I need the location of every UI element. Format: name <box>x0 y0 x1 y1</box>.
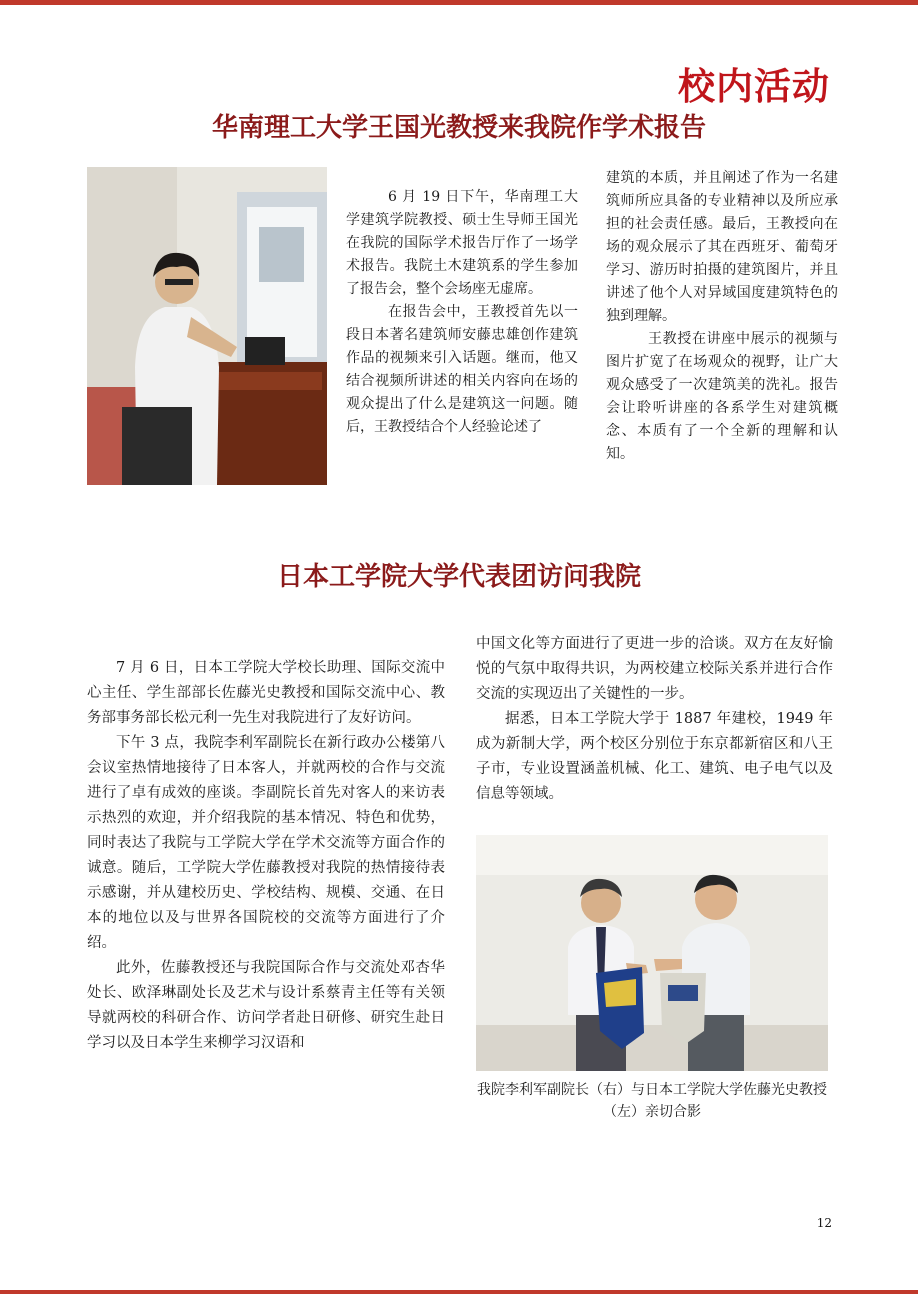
paragraph: 建筑的本质，并且阐述了作为一名建筑师所应具备的专业精神以及所应承担的社会责任感。最后，王教授向在场的观众展示了其在西班牙、葡萄牙学习、游历时拍摄的建筑图片，并且讲述了他个人对异域国度建筑特色的独到理解。 <box>606 170 838 324</box>
paragraph: 据悉，日本工学院大学于 1887 年建校，1949 年成为新制大学，两个校区分别位于东京都新宿区和八王子市，专业设置涵盖机械、化工、建筑、电子电气以及信息等领域。 <box>476 711 833 802</box>
paragraph: 中国文化等方面进行了更进一步的洽谈。双方在友好愉悦的气氛中取得共识，为两校建立校际关系并进行合作交流的实现迈出了关键性的一步。 <box>476 636 833 702</box>
lecture-photo <box>87 167 327 485</box>
paragraph: 在报告会中，王教授首先以一段日本著名建筑师安藤忠雄创作建筑作品的视频来引入话题。继而，他又结合视频所讲述的相关内容向在场的观众提出了什么是建筑这一问题。随后，王教授结合个人经验论述了 <box>346 304 578 435</box>
handshake-photo <box>476 835 828 1071</box>
paragraph: 下午 3 点，我院李利军副院长在新行政办公楼第八会议室热情地接待了日本客人，并就两校的合作与交流进行了卓有成效的座谈。李副院长首先对客人的来访表示热烈的欢迎，并介绍我院的基本情况、特色和优势，同时表达了我院与工学院大学在学术交流等方面合作的诚意。随后，工学院大学佐藤教授对我院的热情接待表示感谢，并从建校历史、学校结构、规模、交通、在日本的地位以及与世界各国院校的交流等方面进行了介绍。 <box>87 735 445 951</box>
paragraph: 7 月 6 日，日本工学院大学校长助理、国际交流中心主任、学生部部长佐藤光史教授和国际交流中心、教务部事务部长松元利一先生对我院进行了友好访问。 <box>87 660 445 726</box>
bottom-rule <box>0 1290 918 1294</box>
article1-column-1 <box>346 186 578 439</box>
article1-title: 华南理工大学王国光教授来我院作学术报告 <box>211 113 706 143</box>
photo-caption: 我院李利军副院长（右）与日本工学院大学佐藤光史教授（左）亲切合影 <box>477 1082 827 1120</box>
article2-column-1 <box>87 656 445 1056</box>
top-rule <box>0 0 918 5</box>
page-number: 12 <box>816 1216 832 1230</box>
paragraph: 6 月 19 日下午，华南理工大学建筑学院教授、硕士生导师王国光在我院的国际学术报告厅作了一场学术报告。我院土木建筑系的学生参加了报告会，整个会场座无虚席。 <box>346 189 578 297</box>
article2-title: 日本工学院大学代表团访问我院 <box>276 562 641 592</box>
article1-column-2 <box>606 167 838 466</box>
section-title: 校内活动 <box>678 64 830 108</box>
paragraph: 此外，佐藤教授还与我院国际合作与交流处邓杏华处长、欧泽琳副处长及艺术与设计系蔡青主任等有关领导就两校的科研合作、访问学者赴日研修、研究生赴日学习以及日本学生来柳学习汉语和 <box>87 960 445 1051</box>
paragraph: 王教授在讲座中展示的视频与图片扩宽了在场观众的视野，让广大观众感受了一次建筑美的洗礼。报告会让聆听讲座的各系学生对建筑概念、本质有了一个全新的理解和认知。 <box>606 331 838 462</box>
article2-column-2 <box>476 632 833 807</box>
